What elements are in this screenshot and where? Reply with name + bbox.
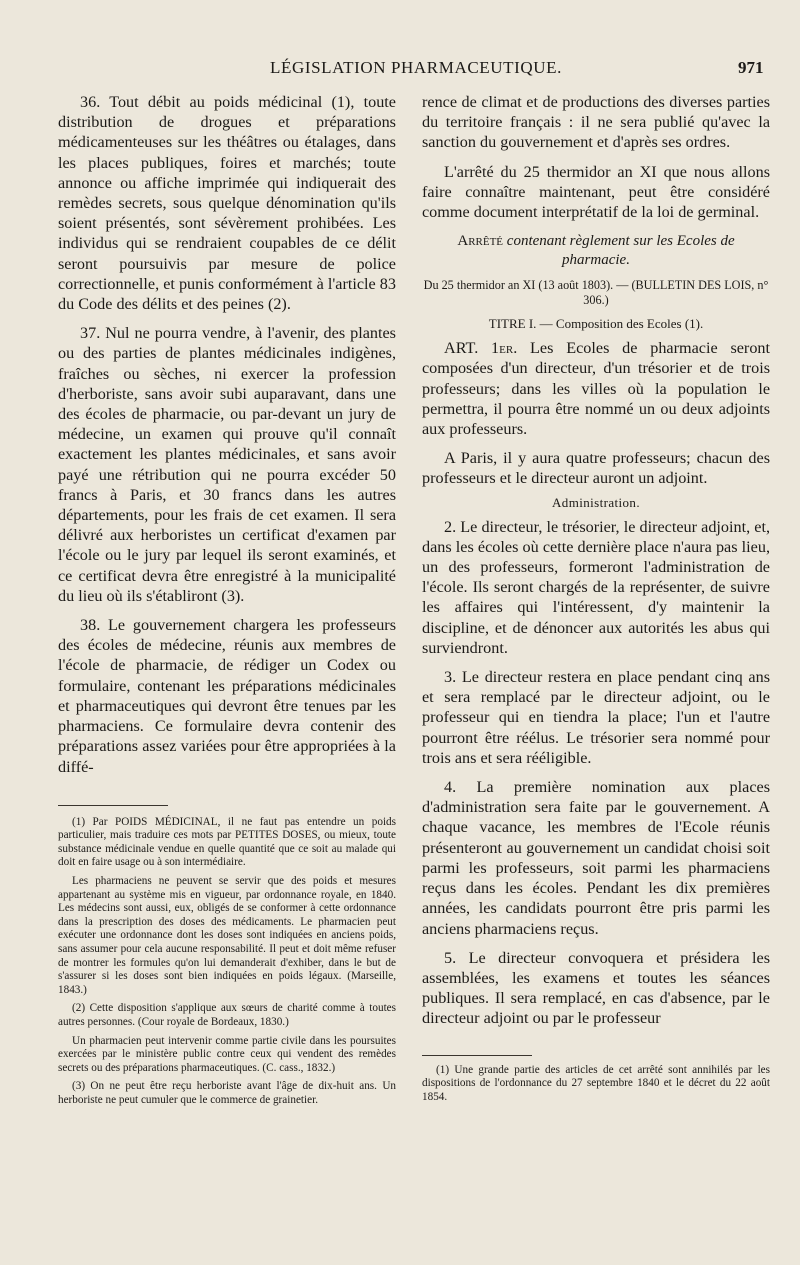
article-3: 3. Le directeur restera en place pendant cinq ans et sera remplacé par le directeur adjoint, ou le professeur qui en tiendra la place; l'un et l'autre pourront être réélus. Le trésorier sera nommé pour trois ans et sera rééligible. xyxy=(422,668,770,767)
left-column xyxy=(58,92,396,1108)
footnote-right-1: (1) Une grande partie des articles de cet arrêté sont annihilés par les dispositions de l'ordonnance du 27 septembre 1840 et le décret du 22 août 1854. xyxy=(422,1063,770,1103)
article-1-label: ART. 1er. xyxy=(444,339,518,358)
arrete-date: Du 25 thermidor an XI (13 août 1803). — (BULLETIN DES LOIS, n° 306.) xyxy=(423,278,769,308)
footnote-2-continued: Un pharmacien peut intervenir comme partie civile dans les poursuites exercées par le ministère public contre ceux qui vendent des remèdes secrets ou des préparations pharmaceutiques. (C. cass., 1832.) xyxy=(58,1034,396,1074)
arrete-title-label: Arrêté xyxy=(457,233,504,250)
page-number: 971 xyxy=(738,58,764,77)
article-1 xyxy=(422,338,770,439)
running-title: LÉGISLATION PHARMACEUTIQUE. xyxy=(270,58,562,77)
right-column xyxy=(422,92,770,1104)
paragraph-arrete-intro: L'arrêté du 25 thermidor an XI que nous allons faire connaître maintenant, peut être considéré comme document interprétatif de la loi de germinal. xyxy=(422,162,770,222)
article-4: 4. La première nomination aux places d'administration sera faite par le gouvernement. A chaque vacance, les membres de l'Ecole réunis présenteront au gouvernement un candidat choisi soit parmi les professeurs, soit parmi les pharmaciens reçus dans les écoles. Pendant les dix premières années, les candidats pourront être pris parmi les anciens pharmaciens reçus. xyxy=(422,778,770,938)
footnote-1-continued: Les pharmaciens ne peuvent se servir que des poids et mesures appartenant au système mis en vigueur, par ordonnance royale, en 1840. Les médecins sont aussi, eux, obligés de se conformer à cette ordonnance dans la prescription des doses des médicaments. Le pharmacien peut exécuter une ordonnance dont les doses sont indiquées en anciens poids, sans assumer pour cela aucune responsabilité. Il peut et doit même refuser de montrer les formules qu'on lui demanderait d'exhiber, dans le but de s'assurer si les doses sont bien indiquées en poids légaux. (Marseille, 1843.) xyxy=(58,875,396,996)
article-5: 5. Le directeur convoquera et présidera les assemblées, les examens et toutes les séances publiques. Il sera remplacé, en cas d'absence, par le directeur adjoint ou par le professeur xyxy=(422,948,770,1028)
footnote-divider xyxy=(58,805,168,806)
footnote-divider-right xyxy=(422,1055,532,1056)
article-2: 2. Le directeur, le trésorier, le directeur adjoint, et, dans les écoles où cette dernière place n'aura pas lieu, un des professeurs, formeront l'administration de l'école. Ils seront chargés de la représenter, de suivre les affaires qui l'intéressent, d'y maintenir la discipline, et de dénoncer aux autorités les abus qui surviendront. xyxy=(422,517,770,657)
article-1-text: Les Ecoles de pharmacie seront composées d'un directeur, d'un trésorier et de trois professeurs; dans les villes où la population le permettra, il pourra être nommé un ou deux adjoints aux professeurs. xyxy=(422,339,770,439)
paragraph-38: 38. Le gouvernement chargera les professeurs des écoles de médecine, réunis aux membres de l'école de pharmacie, de rédiger un Codex ou formulaire, contenant les préparations médicinales et pharmaceutiques qui devront être tenues par les pharmaciens. Ce formulaire devra contenir des préparations assez variées pour être appropriées à la diffé- xyxy=(58,616,396,776)
paragraph-paris: A Paris, il y aura quatre professeurs; chacun des professeurs et le directeur auront un adjoint. xyxy=(422,449,770,488)
arrete-title xyxy=(422,232,770,270)
paragraph-37: 37. Nul ne pourra vendre, à l'avenir, des plantes ou des parties de plantes médicinales indigènes, fraîches ou sèches, ni exercer la profession d'herboriste, sans avoir subi auparavant, dans une des écoles de pharmacie, ou par-devant un jury de médecine, un examen qui prouve qu'il connaît exactement les plantes médicinales, et sans avoir payé une rétribution qui ne pourra excéder 50 francs à Paris, et 30 francs dans les autres départements, pour les frais de cet examen. Il sera délivré aux herboristes un certificat d'examen par l'école ou le jury par lequel ils seront examinés, et ce certificat devra être enregistré à la municipalité du lieu où ils s'établiront (3). xyxy=(58,324,396,605)
titre-heading: TITRE I. — Composition des Ecoles (1). xyxy=(488,316,704,332)
administration-heading: Administration. xyxy=(552,494,640,510)
footnote-3: (3) On ne peut être reçu herboriste avant l'âge de dix-huit ans. Un herboriste ne peut cumuler que le commerce de grainetier. xyxy=(58,1080,396,1106)
paragraph-continuation: rence de climat et de productions des diverses parties du territoire français : il ne sera publié qu'avec la sanction du gouvernement et d'après ses ordres. xyxy=(422,93,770,152)
arrete-title-italic: contenant règlement sur les Ecoles de pharmacie. xyxy=(506,233,735,269)
footnote-1: (1) Par POIDS MÉDICINAL, il ne faut pas entendre un poids particulier, mais traduire ces mots par PETITES DOSES, ou mieux, toute substance médicinale vendue en quelle quantité que ce soit au malade qui doit en faire usage ou à son intermédiaire. xyxy=(58,815,396,869)
footnote-2: (2) Cette disposition s'applique aux sœurs de charité comme à toutes autres personnes. (Cour royale de Bordeaux, 1830.) xyxy=(58,1002,396,1029)
running-head xyxy=(0,56,800,84)
paragraph-36: 36. Tout débit au poids médicinal (1), toute distribution de drogues et préparations médicamenteuses sur les théâtres ou étalages, dans les places publiques, foires et marchés; toute annonce ou affiche imprimée qui indiquerait des remèdes secrets, sous quelque dénomination qu'ils soient présentés, sont sévèrement prohibées. Les individus qui se rendraient coupables de ce délit seront poursuivis par mesure de police correctionnelle, et punis conformément à l'article 83 du Code des délits et des peines (2). xyxy=(58,93,396,314)
